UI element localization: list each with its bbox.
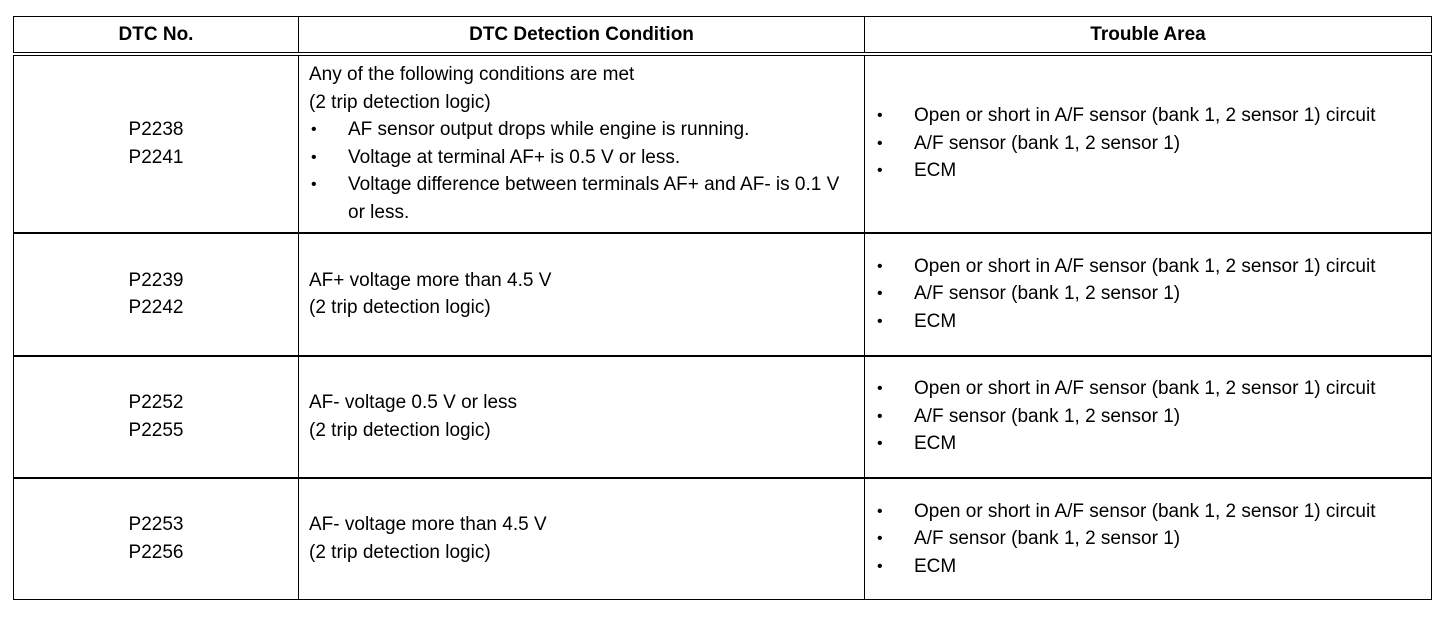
bullet-icon: • xyxy=(877,107,883,125)
trouble-area-item: • Open or short in A/F sensor (bank 1, 2 sensor 1) circuit xyxy=(875,253,1425,281)
table-row xyxy=(14,54,1432,233)
trouble-area-item: • A/F sensor (bank 1, 2 sensor 1) xyxy=(875,130,1425,158)
trouble-area-cell xyxy=(865,478,1432,600)
detection-condition-cell xyxy=(299,356,865,478)
condition-text: AF- voltage more than 4.5 V xyxy=(309,514,547,536)
dtc-code: P2239 xyxy=(128,269,184,291)
condition-bullet-item: • Voltage difference between terminals AF+ and AF- is 0.1 V or less. xyxy=(309,171,856,226)
condition-text: AF- voltage 0.5 V or less xyxy=(309,392,518,413)
trouble-area-item: • Open or short in A/F sensor (bank 1, 2 sensor 1) circuit xyxy=(875,375,1425,403)
trouble-area-item: • Open or short in A/F sensor (bank 1, 2 sensor 1) circuit xyxy=(875,498,1425,526)
table-row xyxy=(14,233,1432,356)
table-header-row xyxy=(14,17,1432,54)
dtc-code-cell xyxy=(14,356,299,478)
dtc-code: P2256 xyxy=(128,541,184,563)
condition-bullet-item: • AF sensor output drops while engine is running. xyxy=(309,116,856,144)
dtc-code: P2253 xyxy=(128,514,184,536)
trouble-area-cell xyxy=(865,356,1432,478)
header-trouble-area: Trouble Area xyxy=(865,17,1432,54)
trouble-area-list xyxy=(875,102,1425,185)
trouble-area-item: • Open or short in A/F sensor (bank 1, 2 sensor 1) circuit xyxy=(875,102,1425,130)
trouble-area-list xyxy=(875,253,1425,336)
dtc-code: P2252 xyxy=(128,392,184,413)
condition-text: (2 trip detection logic) xyxy=(309,91,491,113)
trouble-area-item: • ECM xyxy=(875,308,1425,336)
bullet-icon: • xyxy=(877,312,883,330)
trouble-area-cell xyxy=(865,233,1432,356)
table-row xyxy=(14,356,1432,478)
detection-condition-cell xyxy=(299,54,865,233)
dtc-code: P2255 xyxy=(128,419,184,441)
trouble-area-item: • A/F sensor (bank 1, 2 sensor 1) xyxy=(875,280,1425,308)
condition-bullet-list xyxy=(309,116,856,226)
trouble-area-list xyxy=(875,498,1425,581)
dtc-code-cell xyxy=(14,478,299,600)
trouble-area-item: • ECM xyxy=(875,157,1425,185)
dtc-code: P2242 xyxy=(128,297,184,318)
bullet-icon: • xyxy=(877,285,883,303)
bullet-icon: • xyxy=(877,502,883,520)
condition-text: (2 trip detection logic) xyxy=(309,419,491,441)
condition-text: (2 trip detection logic) xyxy=(309,541,491,563)
detection-condition-cell xyxy=(299,478,865,600)
condition-text: AF+ voltage more than 4.5 V xyxy=(309,269,552,291)
bullet-icon: • xyxy=(877,435,883,453)
trouble-area-item: • ECM xyxy=(875,553,1425,581)
bullet-icon: • xyxy=(877,162,883,180)
bullet-icon: • xyxy=(877,557,883,575)
dtc-code-cell xyxy=(14,233,299,356)
bullet-icon: • xyxy=(877,257,883,275)
condition-text: Any of the following conditions are met xyxy=(309,64,635,85)
bullet-icon: • xyxy=(877,380,883,398)
bullet-icon: • xyxy=(311,148,317,166)
trouble-area-item: • A/F sensor (bank 1, 2 sensor 1) xyxy=(875,525,1425,553)
dtc-table xyxy=(13,16,1432,600)
trouble-area-list xyxy=(875,375,1425,458)
dtc-code: P2241 xyxy=(128,146,184,168)
condition-text: (2 trip detection logic) xyxy=(309,297,491,318)
bullet-icon: • xyxy=(877,134,883,152)
dtc-code-cell xyxy=(14,54,299,233)
detection-condition-cell xyxy=(299,233,865,356)
header-dtc-no: DTC No. xyxy=(14,17,299,54)
trouble-area-cell xyxy=(865,54,1432,233)
header-detection-condition: DTC Detection Condition xyxy=(299,17,865,54)
dtc-code: P2238 xyxy=(128,119,184,140)
bullet-icon: • xyxy=(877,530,883,547)
table-row xyxy=(14,478,1432,600)
condition-bullet-item: • Voltage at terminal AF+ is 0.5 V or less. xyxy=(309,144,856,172)
bullet-icon: • xyxy=(877,407,883,425)
bullet-icon: • xyxy=(311,121,317,138)
trouble-area-item: • ECM xyxy=(875,430,1425,458)
trouble-area-item: • A/F sensor (bank 1, 2 sensor 1) xyxy=(875,403,1425,431)
bullet-icon: • xyxy=(311,176,317,193)
